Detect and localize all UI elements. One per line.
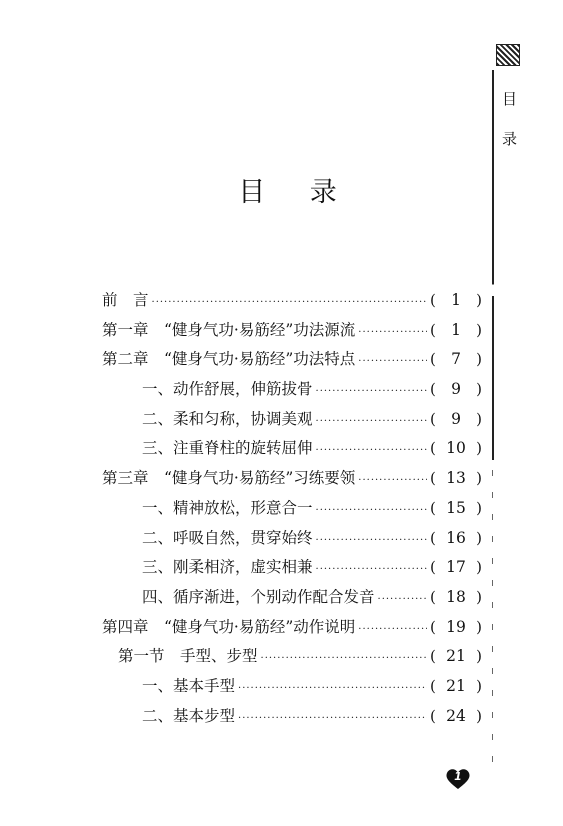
toc-entry-page: ( 7 ) <box>430 350 482 369</box>
toc-entry-3-3[interactable] <box>102 555 482 585</box>
toc-entry-page: ( 21 ) <box>430 676 482 695</box>
side-rule-dashed <box>492 470 493 770</box>
side-rule <box>492 70 494 460</box>
dot-leader <box>316 564 427 575</box>
dot-leader <box>152 297 427 308</box>
toc-entry-page: ( 24 ) <box>430 706 482 725</box>
toc-entry-label: 二、基本步型 <box>142 706 236 725</box>
dot-leader <box>238 713 427 724</box>
toc-entry-page: ( 9 ) <box>430 409 482 428</box>
dot-leader <box>316 535 427 546</box>
corner-ornament <box>496 44 520 66</box>
toc-entry-page: ( 10 ) <box>430 439 482 458</box>
toc-entry-page: ( 18 ) <box>430 587 482 606</box>
dot-leader <box>316 505 427 516</box>
dot-leader <box>261 653 427 664</box>
toc-entry-label: 一、动作舒展，伸筋拔骨 <box>142 380 313 399</box>
toc-entry-label: 第一节 手型、步型 <box>118 647 258 666</box>
toc-entry-2-1[interactable] <box>102 377 482 407</box>
toc-entry-preface[interactable] <box>102 288 482 318</box>
toc-entry-label: 第四章 “健身气功·易筋经”动作说明 <box>102 617 356 636</box>
toc-entry-chapter-1[interactable] <box>102 318 482 348</box>
toc-entry-page: ( 19 ) <box>430 617 482 636</box>
toc-entry-page: ( 1 ) <box>430 320 482 339</box>
toc-entry-4-1-1[interactable] <box>102 674 482 704</box>
toc-entry-label: 第三章 “健身气功·易筋经”习练要领 <box>102 469 356 488</box>
side-header-char-2: 录 <box>502 130 518 148</box>
toc-entry-4-1-2[interactable] <box>102 704 482 734</box>
toc-entry-label: 三、注重脊柱的旋转屈伸 <box>142 439 313 458</box>
dot-leader <box>378 594 427 605</box>
toc-entry-section-4-1[interactable] <box>102 644 482 674</box>
toc-entry-chapter-3[interactable] <box>102 466 482 496</box>
toc-entry-label: 四、循序渐进，个别动作配合发音 <box>142 587 375 606</box>
toc-entry-page: ( 16 ) <box>430 528 482 547</box>
page-number-marker <box>445 768 471 790</box>
toc-entry-label: 第一章 “健身气功·易筋经”功法源流 <box>102 320 356 339</box>
toc-entry-label: 第二章 “健身气功·易筋经”功法特点 <box>102 350 356 369</box>
toc-entry-3-2[interactable] <box>102 526 482 556</box>
toc-entry-label: 前 言 <box>102 291 149 309</box>
dot-leader <box>316 386 427 397</box>
dot-leader <box>316 445 427 456</box>
dot-leader <box>358 624 427 635</box>
toc-entry-label: 一、精神放松，形意合一 <box>142 498 313 517</box>
dot-leader <box>238 683 427 694</box>
toc-entry-page: ( 15 ) <box>430 498 482 517</box>
toc-entry-page: ( 13 ) <box>430 469 482 488</box>
toc-entry-2-3[interactable] <box>102 436 482 466</box>
toc-entry-label: 三、刚柔相济，虚实相兼 <box>142 558 313 577</box>
toc-entry-page: ( 1 ) <box>430 291 482 309</box>
toc-entry-chapter-4[interactable] <box>102 615 482 645</box>
side-header-char-1: 目 <box>502 90 518 108</box>
toc-entry-2-2[interactable] <box>102 407 482 437</box>
toc-entry-page: ( 17 ) <box>430 558 482 577</box>
dot-leader <box>358 475 427 486</box>
toc-entry-label: 一、基本手型 <box>142 676 236 695</box>
dot-leader <box>358 356 427 367</box>
page-number: 1 <box>454 770 462 783</box>
toc-entry-label: 二、柔和匀称，协调美观 <box>142 409 313 428</box>
table-of-contents <box>102 288 482 733</box>
toc-entry-page: ( 9 ) <box>430 380 482 399</box>
toc-entry-chapter-2[interactable] <box>102 347 482 377</box>
dot-leader <box>316 416 427 427</box>
toc-entry-label: 二、呼吸自然，贯穿始终 <box>142 528 313 547</box>
page-title: 目 录 <box>238 177 355 208</box>
toc-entry-page: ( 21 ) <box>430 647 482 666</box>
toc-entry-3-4[interactable] <box>102 585 482 615</box>
dot-leader <box>358 327 427 338</box>
toc-entry-3-1[interactable] <box>102 496 482 526</box>
